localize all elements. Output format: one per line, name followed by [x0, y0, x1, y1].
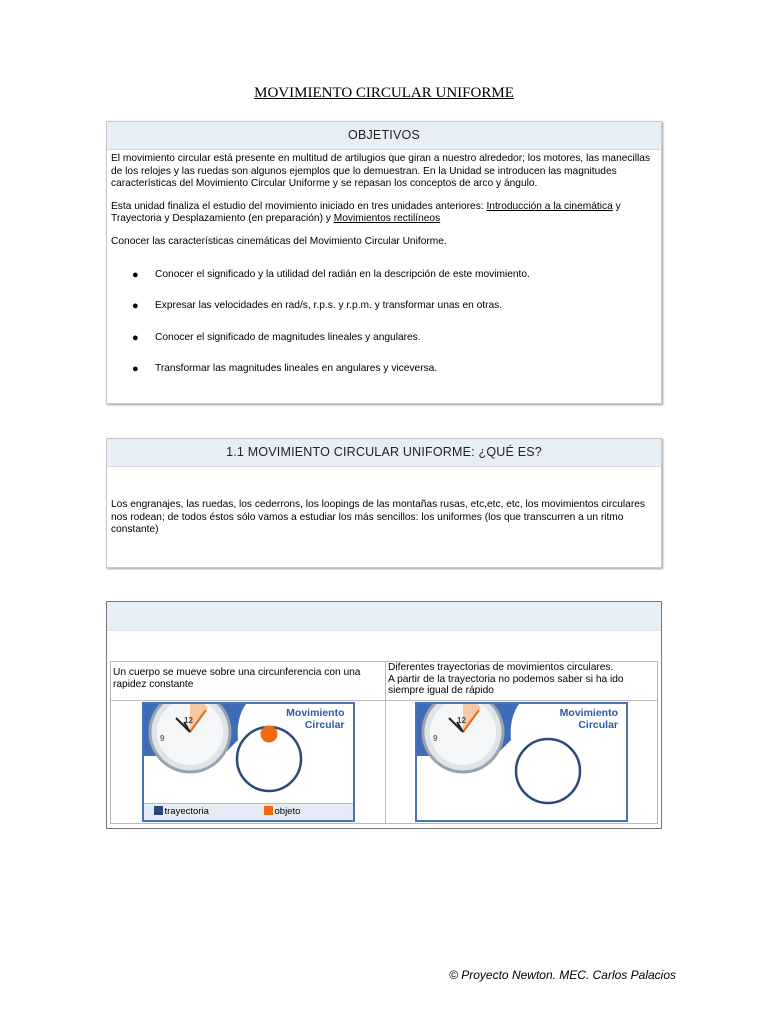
section-1-1-text: Los engranajes, las ruedas, los cederrons, los loopings de las montañas rusas, etc,etc, etc, los movimientos circulares nos rodean; de todos éstos sólo vamos a estudiar los más sencillos: los uniformes (los que transcurren a un ritmo constante) — [111, 499, 645, 536]
legend-object-label: objeto — [274, 806, 301, 817]
animation-title — [560, 707, 618, 731]
clock-9-label: 9 — [433, 734, 438, 743]
right-caption-2: A partir de la trayectoria no podemos saber si ha ido siempre igual de rápido — [388, 673, 624, 697]
trajectory-circle — [516, 739, 580, 803]
animation-title — [286, 707, 344, 731]
list-item — [107, 363, 661, 395]
right-caption-1: Diferentes trayectorias de movimientos circulares. — [388, 662, 614, 673]
animations-panel — [106, 601, 662, 829]
unit-prefix: Esta unidad finaliza el estudio del movimiento iniciado en tres unidades anteriores: — [111, 200, 487, 212]
document-title: MOVIMIENTO CIRCULAR UNIFORME — [254, 85, 514, 101]
link-introduccion-cinematica[interactable]: Introducción a la cinemática — [486, 200, 613, 212]
right-animation-cell — [386, 701, 658, 824]
objective-text: Conocer el significado y la utilidad del radián en la descripción de este movimiento. — [155, 268, 530, 280]
list-item — [107, 300, 661, 332]
animations-table — [110, 661, 658, 824]
left-caption-cell — [111, 662, 386, 701]
clock-12-label: 12 — [183, 716, 193, 725]
left-caption: Un cuerpo se mueve sobre una circunferencia con una rapidez constante — [113, 667, 361, 690]
bullet-icon: ● — [132, 268, 139, 281]
trajectory-swatch — [154, 806, 163, 815]
section-1-1-heading: 1.1 MOVIMIENTO CIRCULAR UNIFORME: ¿QUÉ ES? — [107, 439, 661, 467]
legend-trajectory — [154, 804, 209, 820]
clock-12-label: 12 — [457, 716, 466, 725]
objectives-goal: Conocer las características cinemáticas del Movimiento Circular Uniforme. — [111, 235, 447, 247]
bullet-icon: ● — [132, 331, 139, 344]
objectives-heading: OBJETIVOS — [107, 122, 661, 150]
trajectories-animation[interactable] — [415, 702, 628, 822]
section-1-1-panel — [106, 438, 662, 568]
legend-trajectory-label: trayectoria — [164, 806, 209, 817]
objectives-unit-text — [107, 201, 661, 226]
unit-middle: y Trayectoria y Desplazamiento (en preparación) y — [111, 200, 621, 225]
legend-object — [264, 804, 301, 820]
moving-object — [260, 726, 277, 743]
bullet-icon: ● — [132, 363, 139, 376]
animation-title-line1: Movimiento — [286, 707, 345, 719]
list-item — [107, 269, 661, 301]
objective-text: Conocer el significado de magnitudes lineales y angulares. — [155, 331, 421, 343]
animation-title-line2: Circular — [578, 719, 618, 731]
footer-credit: © Proyecto Newton. MEC. Carlos Palacios — [449, 968, 676, 982]
right-caption-cell — [386, 662, 658, 701]
objective-text: Transformar las magnitudes lineales en angulares y viceversa. — [155, 363, 438, 375]
objectives-list — [107, 269, 661, 395]
animation-title-line2: Circular — [304, 719, 345, 731]
uniform-motion-animation[interactable] — [142, 702, 355, 822]
bullet-icon: ● — [132, 300, 139, 313]
link-movimientos-rectilineos[interactable]: Movimientos rectilíneos — [333, 213, 441, 225]
objective-text: Expresar las velocidades en rad/s, r.p.s. y r.p.m. y transformar unas en otras. — [155, 300, 503, 312]
animation-title-line1: Movimiento — [559, 707, 618, 719]
object-swatch — [264, 806, 273, 815]
list-item — [107, 332, 661, 364]
clock-9-label: 9 — [159, 734, 164, 743]
objectives-intro: El movimiento circular está presente en multitud de artilugios que giran a nuestro alrededor; los motores, las manecillas de los relojes y las ruedas son algunos ejemplos que lo demuestran. En la Unidad se introducen las magnitudes características del Movimiento Circular Uniforme y se repasan los conceptos de arco y ángulo. — [111, 153, 651, 190]
animation-legend — [144, 803, 353, 820]
animations-header-bar — [107, 602, 661, 631]
objectives-panel — [106, 121, 662, 404]
left-animation-cell — [111, 701, 386, 824]
